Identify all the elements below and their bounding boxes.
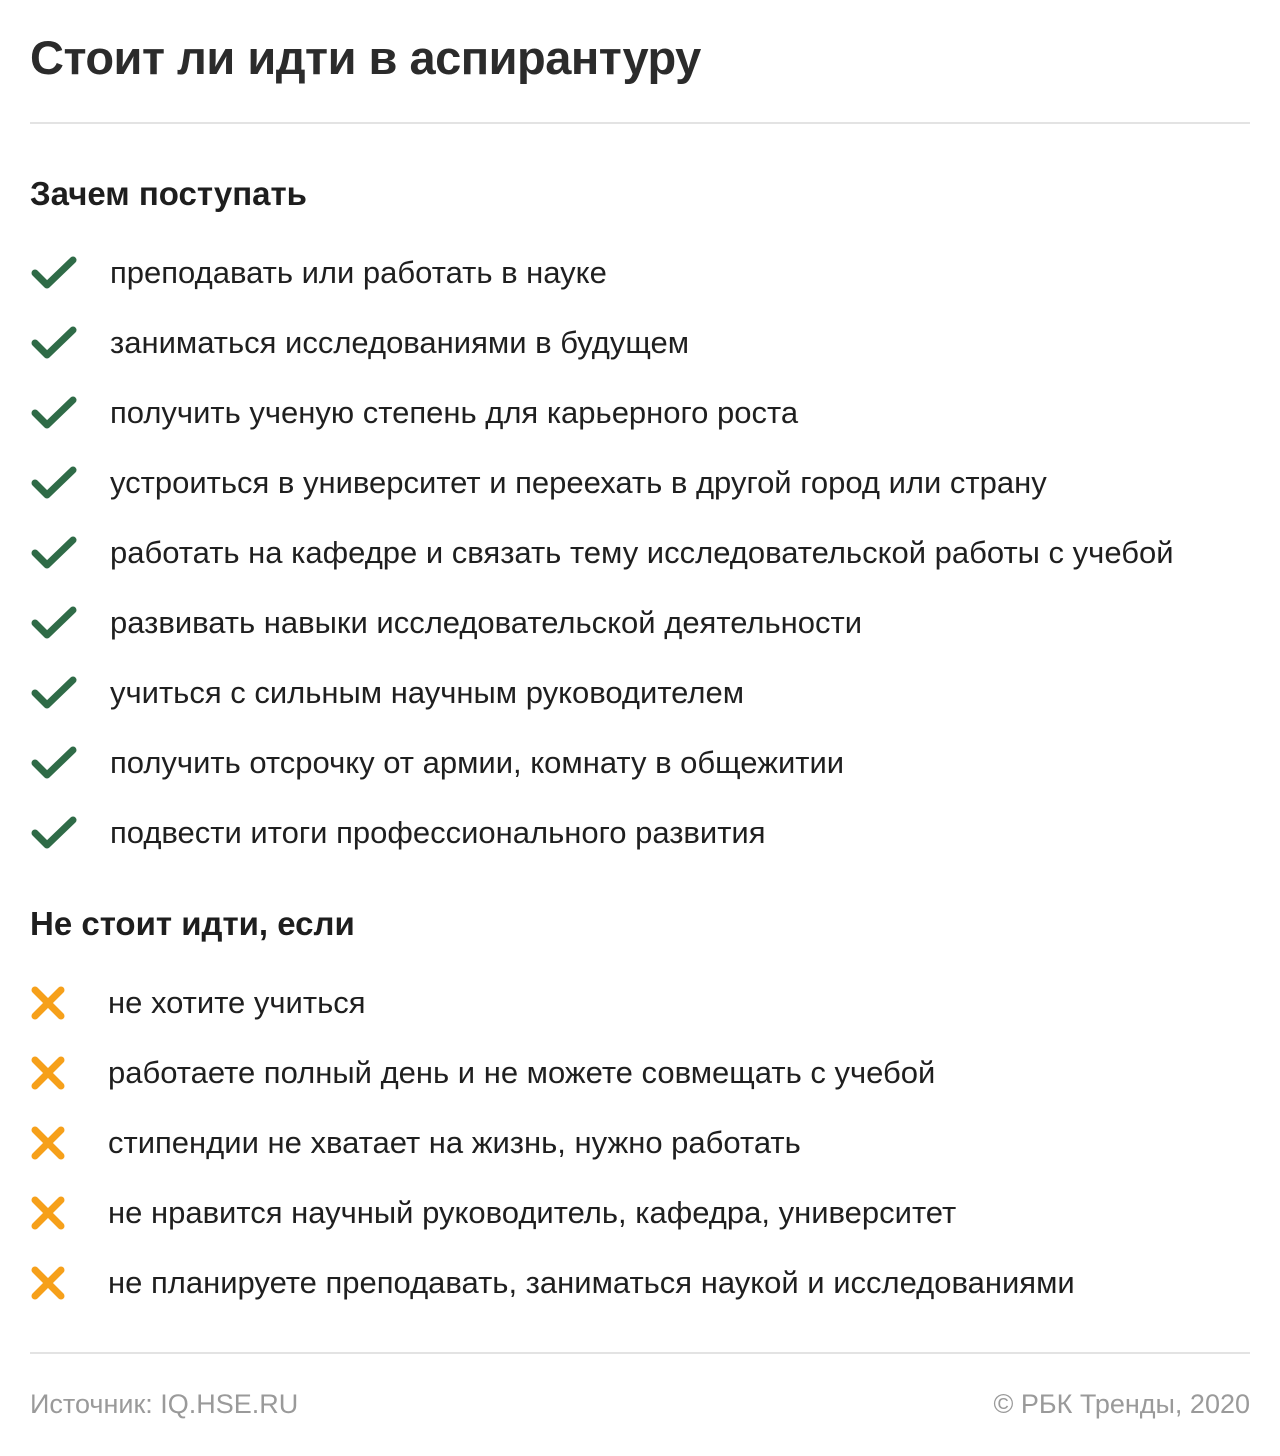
- cons-item: [30, 1178, 1075, 1248]
- cross-icon: [30, 1125, 108, 1161]
- cross-icon: [30, 1195, 108, 1231]
- cons-item: [30, 1108, 1075, 1178]
- bottom-divider: [30, 1352, 1250, 1354]
- pros-item: [30, 588, 1174, 658]
- checkmark-icon: [30, 534, 108, 572]
- cons-item: [30, 1038, 1075, 1108]
- cons-item-text: не нравится научный руководитель, кафедра, университет: [108, 1195, 957, 1230]
- pros-item-text: преподавать или работать в науке: [110, 255, 607, 290]
- cons-item-text: работаете полный день и не можете совмещать с учебой: [108, 1055, 936, 1090]
- pros-item: [30, 308, 1174, 378]
- cons-item: [30, 1248, 1075, 1318]
- checkmark-icon: [30, 394, 108, 432]
- pros-item: [30, 658, 1174, 728]
- pros-heading: Зачем поступать: [30, 175, 307, 212]
- checkmark-icon: [30, 814, 108, 852]
- pros-item-text: получить ученую степень для карьерного роста: [110, 395, 799, 430]
- checkmark-icon: [30, 674, 108, 712]
- pros-item-text: учиться с сильным научным руководителем: [110, 675, 745, 710]
- source-note: Источник: IQ.HSE.RU: [30, 1389, 299, 1419]
- cross-icon: [30, 1055, 108, 1091]
- cross-icon: [30, 985, 108, 1021]
- checkmark-icon: [30, 464, 108, 502]
- cross-icon: [30, 1265, 108, 1301]
- pros-item: [30, 798, 1174, 868]
- pros-item: [30, 238, 1174, 308]
- pros-item-text: работать на кафедре и связать тему исследовательской работы с учебой: [110, 535, 1174, 570]
- pros-item-text: подвести итоги профессионального развития: [110, 815, 766, 850]
- page-title: Стоит ли идти в аспирантуру: [30, 31, 701, 84]
- pros-item: [30, 448, 1174, 518]
- cons-heading: Не стоит идти, если: [30, 905, 355, 942]
- top-divider: [30, 122, 1250, 124]
- pros-item: [30, 518, 1174, 588]
- cons-list: [30, 968, 1075, 1318]
- checkmark-icon: [30, 604, 108, 642]
- checkmark-icon: [30, 324, 108, 362]
- pros-item-text: устроиться в университет и переехать в другой город или страну: [110, 465, 1047, 500]
- pros-item: [30, 728, 1174, 798]
- pros-item-text: заниматься исследованиями в будущем: [110, 325, 690, 360]
- pros-item: [30, 378, 1174, 448]
- cons-item-text: не хотите учиться: [108, 985, 366, 1020]
- pros-list: [30, 238, 1174, 868]
- copyright-note: © РБК Тренды, 2020: [993, 1389, 1250, 1419]
- pros-item-text: получить отсрочку от армии, комнату в общежитии: [110, 745, 845, 780]
- checkmark-icon: [30, 254, 108, 292]
- cons-item-text: не планируете преподавать, заниматься наукой и исследованиями: [108, 1265, 1075, 1300]
- cons-item-text: стипендии не хватает на жизнь, нужно работать: [108, 1125, 801, 1160]
- pros-item-text: развивать навыки исследовательской деятельности: [110, 605, 863, 640]
- cons-item: [30, 968, 1075, 1038]
- checkmark-icon: [30, 744, 108, 782]
